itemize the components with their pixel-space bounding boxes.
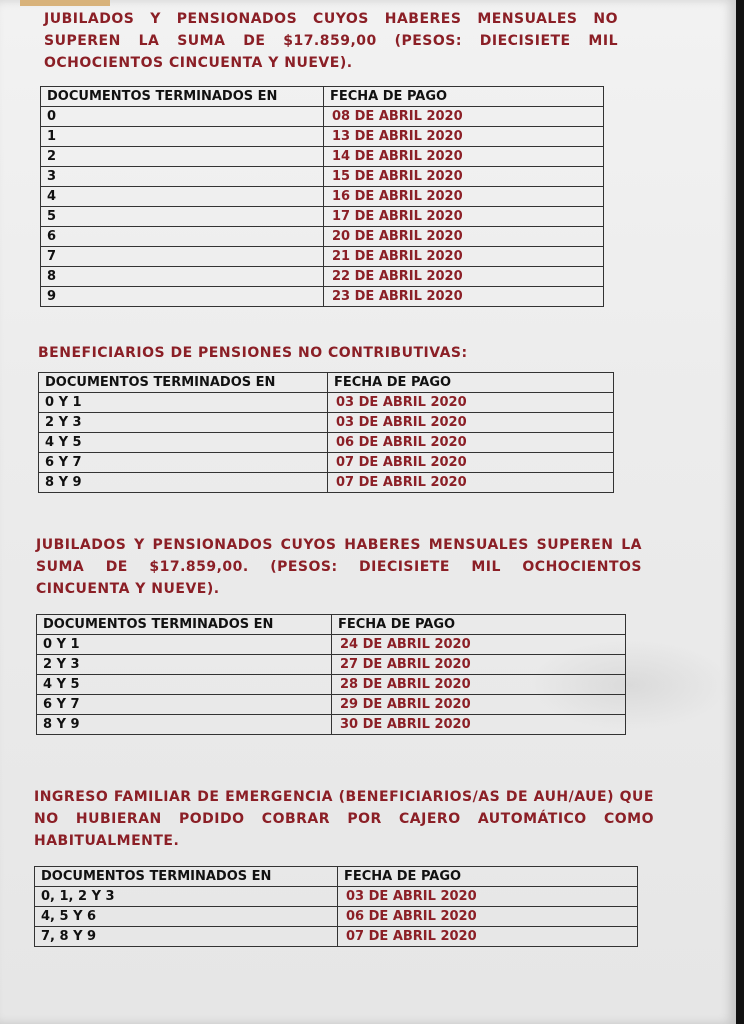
header-fecha: FECHA DE PAGO (338, 867, 638, 887)
doc-ending: 5 (41, 207, 324, 227)
payment-date: 08 DE ABRIL 2020 (324, 107, 604, 127)
header-documentos: DOCUMENTOS TERMINADOS EN (41, 87, 324, 107)
section-1-table (40, 86, 604, 307)
section-2-table (38, 372, 614, 493)
table-header-row (41, 87, 604, 107)
payment-date: 17 DE ABRIL 2020 (324, 207, 604, 227)
table-header-row (37, 615, 626, 635)
doc-ending: 0 (41, 107, 324, 127)
payment-date: 30 DE ABRIL 2020 (332, 715, 626, 735)
payment-date: 28 DE ABRIL 2020 (332, 675, 626, 695)
payment-date: 23 DE ABRIL 2020 (324, 287, 604, 307)
table-row (41, 227, 604, 247)
table-row (41, 127, 604, 147)
header-fecha: FECHA DE PAGO (328, 373, 614, 393)
table-row (37, 695, 626, 715)
section-4-title: INGRESO FAMILIAR DE EMERGENCIA (BENEFICIARIOS/AS DE AUH/AUE) QUE NO HUBIERAN PODIDO COBRAR POR CAJERO AUTOMÁTICO COMO HABITUALMENTE. (34, 789, 654, 849)
table-row (37, 655, 626, 675)
doc-ending: 8 Y 9 (37, 715, 332, 735)
table-header-row (39, 373, 614, 393)
payment-date: 03 DE ABRIL 2020 (328, 413, 614, 433)
payment-date: 15 DE ABRIL 2020 (324, 167, 604, 187)
table-row (39, 453, 614, 473)
doc-ending: 2 Y 3 (39, 413, 328, 433)
section-3-title: JUBILADOS Y PENSIONADOS CUYOS HABERES MENSUALES SUPEREN LA SUMA DE $17.859,00. (PESOS: DIECISIETE MIL OCHOCIENTOS CINCUENTA Y NUEVE). (36, 537, 642, 597)
doc-ending: 0, 1, 2 Y 3 (35, 887, 338, 907)
table-row (41, 247, 604, 267)
header-documentos: DOCUMENTOS TERMINADOS EN (35, 867, 338, 887)
header-documentos: DOCUMENTOS TERMINADOS EN (39, 373, 328, 393)
payment-date: 24 DE ABRIL 2020 (332, 635, 626, 655)
section-2-title: BENEFICIARIOS DE PENSIONES NO CONTRIBUTIVAS: (38, 345, 468, 361)
doc-ending: 0 Y 1 (39, 393, 328, 413)
table-header-row (35, 867, 638, 887)
payment-date: 27 DE ABRIL 2020 (332, 655, 626, 675)
payment-date: 07 DE ABRIL 2020 (328, 473, 614, 493)
doc-ending: 7 (41, 247, 324, 267)
table-row (41, 267, 604, 287)
header-fecha: FECHA DE PAGO (324, 87, 604, 107)
section-3-table (36, 614, 626, 735)
table-row (37, 715, 626, 735)
payment-date: 29 DE ABRIL 2020 (332, 695, 626, 715)
doc-ending: 8 (41, 267, 324, 287)
payment-date: 16 DE ABRIL 2020 (324, 187, 604, 207)
payment-date: 03 DE ABRIL 2020 (338, 887, 638, 907)
payment-date: 21 DE ABRIL 2020 (324, 247, 604, 267)
doc-ending: 4 (41, 187, 324, 207)
table-row (39, 413, 614, 433)
payment-date: 06 DE ABRIL 2020 (328, 433, 614, 453)
doc-ending: 0 Y 1 (37, 635, 332, 655)
doc-ending: 2 (41, 147, 324, 167)
doc-ending: 6 Y 7 (37, 695, 332, 715)
table-row (41, 287, 604, 307)
payment-date: 03 DE ABRIL 2020 (328, 393, 614, 413)
paper-tab-mark (20, 0, 110, 6)
header-documentos: DOCUMENTOS TERMINADOS EN (37, 615, 332, 635)
table-row (35, 887, 638, 907)
header-fecha: FECHA DE PAGO (332, 615, 626, 635)
table-row (39, 433, 614, 453)
doc-ending: 4 Y 5 (39, 433, 328, 453)
doc-ending: 6 Y 7 (39, 453, 328, 473)
payment-date: 07 DE ABRIL 2020 (338, 927, 638, 947)
doc-ending: 8 Y 9 (39, 473, 328, 493)
table-row (41, 167, 604, 187)
table-row (35, 927, 638, 947)
section-4-table (34, 866, 638, 947)
payment-date: 20 DE ABRIL 2020 (324, 227, 604, 247)
doc-ending: 4 Y 5 (37, 675, 332, 695)
table-row (37, 675, 626, 695)
doc-ending: 2 Y 3 (37, 655, 332, 675)
doc-ending: 6 (41, 227, 324, 247)
section-1-title: JUBILADOS Y PENSIONADOS CUYOS HABERES MENSUALES NO SUPEREN LA SUMA DE $17.859,00 (PESOS: DIECISIETE MIL OCHOCIENTOS CINCUENTA Y NUEVE). (44, 11, 618, 71)
payment-date: 22 DE ABRIL 2020 (324, 267, 604, 287)
table-row (41, 207, 604, 227)
table-row (41, 107, 604, 127)
table-row (39, 473, 614, 493)
doc-ending: 1 (41, 127, 324, 147)
doc-ending: 3 (41, 167, 324, 187)
payment-date: 14 DE ABRIL 2020 (324, 147, 604, 167)
table-row (41, 147, 604, 167)
table-row (39, 393, 614, 413)
table-row (37, 635, 626, 655)
doc-ending: 4, 5 Y 6 (35, 907, 338, 927)
payment-date: 13 DE ABRIL 2020 (324, 127, 604, 147)
doc-ending: 9 (41, 287, 324, 307)
table-row (41, 187, 604, 207)
payment-date: 06 DE ABRIL 2020 (338, 907, 638, 927)
photo-edge (736, 0, 744, 1024)
table-row (35, 907, 638, 927)
doc-ending: 7, 8 Y 9 (35, 927, 338, 947)
payment-date: 07 DE ABRIL 2020 (328, 453, 614, 473)
